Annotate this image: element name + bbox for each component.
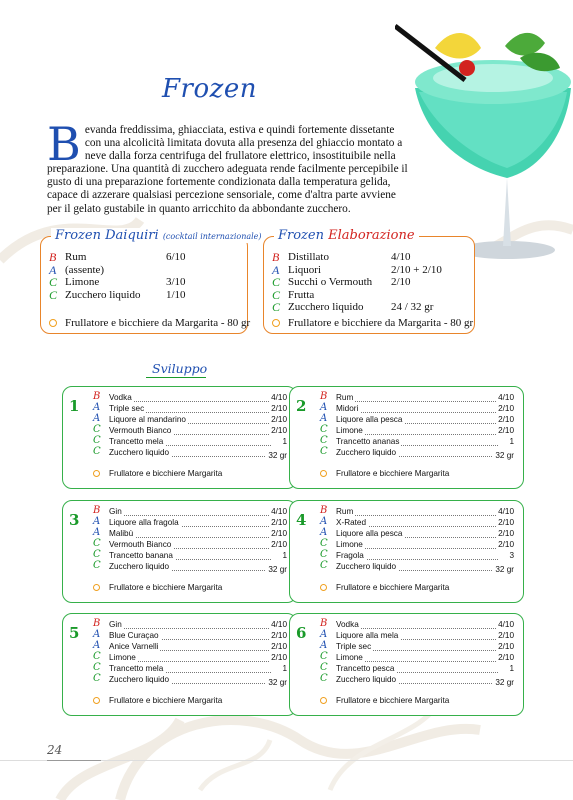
ingredient-letter: C xyxy=(320,662,328,673)
footer-bullet-icon xyxy=(320,470,327,477)
daiquiri-row-letter: C xyxy=(49,275,58,289)
dotted-leader xyxy=(336,515,498,516)
sviluppo-underline xyxy=(146,377,206,378)
recipe-card-6 xyxy=(289,613,524,716)
ingredient-name: Vermouth Bianco xyxy=(109,540,172,549)
recipe-card-5 xyxy=(62,613,297,716)
recipe-number: 6 xyxy=(296,624,307,642)
ingredient-letter: A xyxy=(93,527,101,538)
ingredient-row xyxy=(93,642,293,653)
ingredient-name: Trancetto banana xyxy=(109,551,173,560)
daiquiri-footer-bullet-icon xyxy=(49,319,57,327)
ingredient-name: Zucchero liquido xyxy=(109,675,170,684)
elaborazione-row-letter: A xyxy=(272,262,280,277)
daiquiri-row-letter: B xyxy=(49,250,57,264)
card-footer-text: Frullatore e bicchiere Margarita xyxy=(336,696,450,705)
ingredient-letter: B xyxy=(93,618,101,629)
ingredient-row xyxy=(320,620,520,631)
ingredient-row xyxy=(93,562,293,573)
ingredient-name: Trancetto mela xyxy=(109,437,164,446)
daiquiri-row-name: Limone xyxy=(65,276,100,288)
page-number-underline xyxy=(47,760,101,761)
page-title: Frozen xyxy=(162,74,257,104)
ingredient-name: Triple sec xyxy=(109,404,145,413)
daiquiri-row-qty: 6/10 xyxy=(166,251,186,263)
ingredient-letter: C xyxy=(320,549,328,560)
footer-bullet-icon xyxy=(320,697,327,704)
ingredient-qty: 1 xyxy=(509,437,514,446)
ingredient-row xyxy=(320,448,520,459)
ingredient-letter: C xyxy=(93,424,101,435)
daiquiri-row-letter: A xyxy=(49,262,57,277)
recipe-card-4 xyxy=(289,500,524,603)
recipe-number: 1 xyxy=(69,397,80,415)
ingredient-qty: 4/10 xyxy=(498,393,514,402)
ingredient-row xyxy=(320,393,520,404)
card-footer-text: Frullatore e bicchiere Margarita xyxy=(109,696,223,705)
intro-text: evanda freddissima, ghiacciata, estiva e quindi fortemente dissetante con una alcolicità limitata dovuta alla presenza del ghiaccio montato a neve dalla forza centrifuga del frullatore elettrico, insostituibile nella preparazione. Una quantità di zucchero adeguata rende facilmente percepibile il gusto di una preparazione fortemente condizionata dalla temperatura gelida, capace di azzerare qualsiasi percezione sensoriale, come d'altra parte avviene per il gelato gustabile in quanto arricchito da abbondante zucchero. xyxy=(47,124,408,215)
ingredient-name: Blue Curaçao xyxy=(109,631,159,640)
ingredient-qty: 1 xyxy=(282,551,287,560)
ingredient-row xyxy=(320,551,520,562)
ingredient-name: Vermouth Bianco xyxy=(109,426,172,435)
ingredient-qty: 32 gr xyxy=(268,451,287,460)
ingredient-row xyxy=(320,675,520,686)
elaborazione-row-qty: 24 / 32 gr xyxy=(391,301,434,313)
ingredient-letter: A xyxy=(320,629,328,640)
daiquiri-row-name: Zucchero liquido xyxy=(65,288,141,301)
elaborazione-row-letter: C xyxy=(272,300,281,314)
ingredient-name: Malibù xyxy=(109,529,134,538)
daiquiri-footer: Frullatore e bicchiere da Margarita - 80 gr xyxy=(65,317,251,329)
ingredient-name: Trancetto pesca xyxy=(336,664,395,673)
ingredient-row xyxy=(320,426,520,437)
ingredient-row xyxy=(320,507,520,518)
ingredient-qty: 2/10 xyxy=(498,404,514,413)
ingredient-letter: C xyxy=(93,538,101,549)
card-footer-text: Frullatore e bicchiere Margarita xyxy=(336,469,450,478)
elaborazione-title-b: Elaborazione xyxy=(328,228,415,243)
ingredient-row xyxy=(320,631,520,642)
ingredient-qty: 2/10 xyxy=(498,642,514,651)
ingredient-letter: C xyxy=(93,435,101,446)
ingredient-qty: 2/10 xyxy=(271,642,287,651)
ingredient-row xyxy=(93,437,293,448)
ingredient-row xyxy=(320,529,520,540)
daiquiri-title xyxy=(51,228,266,243)
ingredient-qty: 32 gr xyxy=(268,678,287,687)
elaborazione-row-letter: B xyxy=(272,250,280,264)
ingredient-name: Zucchero liquido xyxy=(109,562,170,571)
ingredient-row xyxy=(93,404,293,415)
ingredient-letter: C xyxy=(320,538,328,549)
ingredient-name: Midori xyxy=(336,404,359,413)
ingredient-qty: 4/10 xyxy=(271,393,287,402)
ingredient-qty: 2/10 xyxy=(271,529,287,538)
daiquiri-subtitle: (cocktail internazionale) xyxy=(162,232,262,241)
ingredient-row xyxy=(93,653,293,664)
ingredient-letter: A xyxy=(320,516,328,527)
ingredient-row xyxy=(93,448,293,459)
card-footer-text: Frullatore e bicchiere Margarita xyxy=(336,583,450,592)
ingredient-letter: C xyxy=(93,446,101,457)
ingredient-name: Liquore alla pesca xyxy=(336,529,403,538)
ingredient-row xyxy=(320,540,520,551)
recipe-number: 3 xyxy=(69,511,80,529)
recipe-card-2 xyxy=(289,386,524,489)
ingredient-qty: 2/10 xyxy=(498,426,514,435)
ingredient-letter: C xyxy=(93,662,101,673)
recipe-number: 5 xyxy=(69,624,80,642)
daiquiri-title-text: Frozen Daiquiri xyxy=(55,228,159,243)
ingredient-qty: 1 xyxy=(282,664,287,673)
ingredient-qty: 32 gr xyxy=(495,451,514,460)
ingredient-row xyxy=(93,507,293,518)
ingredient-qty: 2/10 xyxy=(498,631,514,640)
sviluppo-heading: Sviluppo xyxy=(152,361,208,376)
ingredient-name: Rum xyxy=(336,507,354,516)
ingredient-name: Liquore al mandarino xyxy=(109,415,186,424)
ingredient-qty: 32 gr xyxy=(268,565,287,574)
ingredient-letter: C xyxy=(93,673,101,684)
ingredient-qty: 2/10 xyxy=(271,653,287,662)
ingredient-row xyxy=(320,653,520,664)
elaborazione-row-qty: 2/10 + 2/10 xyxy=(391,263,442,276)
ingredient-row xyxy=(93,664,293,675)
ingredient-letter: C xyxy=(320,435,328,446)
ingredient-letter: C xyxy=(93,549,101,560)
elaborazione-row-letter: C xyxy=(272,287,281,302)
ingredient-qty: 1 xyxy=(509,664,514,673)
ingredient-letter: C xyxy=(93,651,101,662)
dotted-leader xyxy=(109,628,271,629)
ingredient-letter: C xyxy=(320,560,328,571)
ingredient-letter: A xyxy=(320,402,328,413)
ingredient-row xyxy=(320,562,520,573)
ingredient-qty: 4/10 xyxy=(271,620,287,629)
footer-bullet-icon xyxy=(93,584,100,591)
ingredient-row xyxy=(320,518,520,529)
footer-bullet-icon xyxy=(93,470,100,477)
ingredient-name: Limone xyxy=(336,653,363,662)
elaborazione-footer: Frullatore e bicchiere da Margarita - 80 gr xyxy=(288,317,474,329)
ingredient-name: Gin xyxy=(109,620,122,629)
recipe-card-3 xyxy=(62,500,297,603)
ingredient-name: Anice Varnelli xyxy=(109,642,159,651)
elaborazione-row-qty: 4/10 xyxy=(391,251,411,263)
ingredient-name: Liquore alla mela xyxy=(336,631,399,640)
dotted-leader xyxy=(336,401,498,402)
recipe-card-1 xyxy=(62,386,297,489)
ingredient-row xyxy=(93,529,293,540)
ingredient-qty: 2/10 xyxy=(498,529,514,538)
ingredient-name: Limone xyxy=(109,653,136,662)
ingredient-qty: 2/10 xyxy=(271,415,287,424)
ingredient-row xyxy=(93,620,293,631)
ingredient-row xyxy=(93,393,293,404)
ingredient-letter: C xyxy=(320,651,328,662)
ingredient-qty: 2/10 xyxy=(271,404,287,413)
ingredient-name: Vodka xyxy=(109,393,132,402)
ingredient-row xyxy=(93,518,293,529)
footer-bullet-icon xyxy=(320,584,327,591)
ingredient-row xyxy=(320,664,520,675)
ingredient-letter: C xyxy=(93,560,101,571)
daiquiri-row-qty: 1/10 xyxy=(166,288,186,301)
ingredient-name: Gin xyxy=(109,507,122,516)
daiquiri-row-qty: 3/10 xyxy=(166,276,186,288)
ingredient-name: Zucchero liquido xyxy=(336,675,397,684)
elaborazione-title xyxy=(274,228,419,243)
ingredient-qty: 2/10 xyxy=(271,631,287,640)
elaborazione-row-letter: C xyxy=(272,275,281,289)
ingredient-qty: 2/10 xyxy=(498,540,514,549)
ingredient-qty: 1 xyxy=(282,437,287,446)
recipe-number: 2 xyxy=(296,397,307,415)
ingredient-name: Limone xyxy=(336,540,363,549)
ingredient-row xyxy=(93,426,293,437)
ingredient-letter: C xyxy=(320,673,328,684)
ingredient-name: Vodka xyxy=(336,620,359,629)
elaborazione-row-name: Zucchero liquido xyxy=(288,301,364,313)
ingredient-letter: B xyxy=(93,505,101,516)
ingredient-name: Liquore alla pesca xyxy=(336,415,403,424)
ingredient-name: Zucchero liquido xyxy=(336,448,397,457)
ingredient-row xyxy=(320,415,520,426)
frozen-margarita-glass-image xyxy=(395,18,573,263)
elaborazione-row-qty: 2/10 xyxy=(391,276,411,288)
ingredient-qty: 4/10 xyxy=(271,507,287,516)
ingredient-row xyxy=(320,437,520,448)
ingredient-letter: B xyxy=(93,391,101,402)
ingredient-letter: B xyxy=(320,618,328,629)
ingredient-name: Triple sec xyxy=(336,642,372,651)
ingredient-qty: 4/10 xyxy=(498,620,514,629)
daiquiri-row-name: Rum xyxy=(65,251,87,263)
ingredient-name: X-Rated xyxy=(336,518,367,527)
ingredient-qty: 32 gr xyxy=(495,678,514,687)
ingredient-qty: 2/10 xyxy=(498,518,514,527)
ingredient-qty: 4/10 xyxy=(498,507,514,516)
dotted-leader xyxy=(336,412,498,413)
ingredient-row xyxy=(93,540,293,551)
ingredient-row xyxy=(93,631,293,642)
elaborazione-row-name: Frutta xyxy=(288,288,315,301)
intro-dropcap: B xyxy=(47,117,81,171)
elaborazione-row-name: Succhi o Vermouth xyxy=(288,276,373,288)
ingredient-letter: A xyxy=(320,527,328,538)
ingredient-letter: B xyxy=(320,391,328,402)
elaborazione-title-a: Frozen xyxy=(278,228,324,243)
card-footer-text: Frullatore e bicchiere Margarita xyxy=(109,469,223,478)
ingredient-row xyxy=(93,551,293,562)
elaborazione-recipe-box xyxy=(263,228,475,334)
ingredient-qty: 2/10 xyxy=(498,415,514,424)
ingredient-name: Fragola xyxy=(336,551,364,560)
ingredient-qty: 32 gr xyxy=(495,565,514,574)
elaborazione-row-name: Liquori xyxy=(288,263,321,276)
ingredient-letter: A xyxy=(320,413,328,424)
daiquiri-row-letter: C xyxy=(49,287,58,302)
ingredient-row xyxy=(93,415,293,426)
ingredient-qty: 3 xyxy=(509,551,514,560)
ingredient-row xyxy=(320,642,520,653)
elaborazione-row-name: Distillato xyxy=(288,251,329,263)
ingredient-name: Trancetto mela xyxy=(109,664,164,673)
card-footer-text: Frullatore e bicchiere Margarita xyxy=(109,583,223,592)
recipe-number: 4 xyxy=(296,511,307,529)
ingredient-name: Rum xyxy=(336,393,354,402)
ingredient-letter: A xyxy=(93,413,101,424)
ingredient-qty: 2/10 xyxy=(271,426,287,435)
ingredient-qty: 2/10 xyxy=(498,653,514,662)
ingredient-name: Liquore alla fragola xyxy=(109,518,179,527)
page-number: 24 xyxy=(47,743,63,757)
ingredient-name: Zucchero liquido xyxy=(336,562,397,571)
ingredient-letter: A xyxy=(93,640,101,651)
ingredient-letter: A xyxy=(93,402,101,413)
ingredient-name: Limone xyxy=(336,426,363,435)
elaborazione-footer-bullet-icon xyxy=(272,319,280,327)
ingredient-row xyxy=(93,675,293,686)
ingredient-letter: C xyxy=(320,424,328,435)
ingredient-name: Zucchero liquido xyxy=(109,448,170,457)
daiquiri-recipe-box xyxy=(40,228,262,334)
ingredient-row xyxy=(320,404,520,415)
ingredient-letter: A xyxy=(320,640,328,651)
dotted-leader xyxy=(109,515,271,516)
intro-paragraph xyxy=(47,117,412,216)
daiquiri-row-name: (assente) xyxy=(65,263,105,276)
ingredient-qty: 2/10 xyxy=(271,518,287,527)
ingredient-letter: C xyxy=(320,446,328,457)
ingredient-name: Trancetto ananas xyxy=(336,437,400,446)
footer-bullet-icon xyxy=(93,697,100,704)
ingredient-letter: B xyxy=(320,505,328,516)
ingredient-qty: 2/10 xyxy=(271,540,287,549)
ingredient-letter: A xyxy=(93,516,101,527)
ingredient-letter: A xyxy=(93,629,101,640)
